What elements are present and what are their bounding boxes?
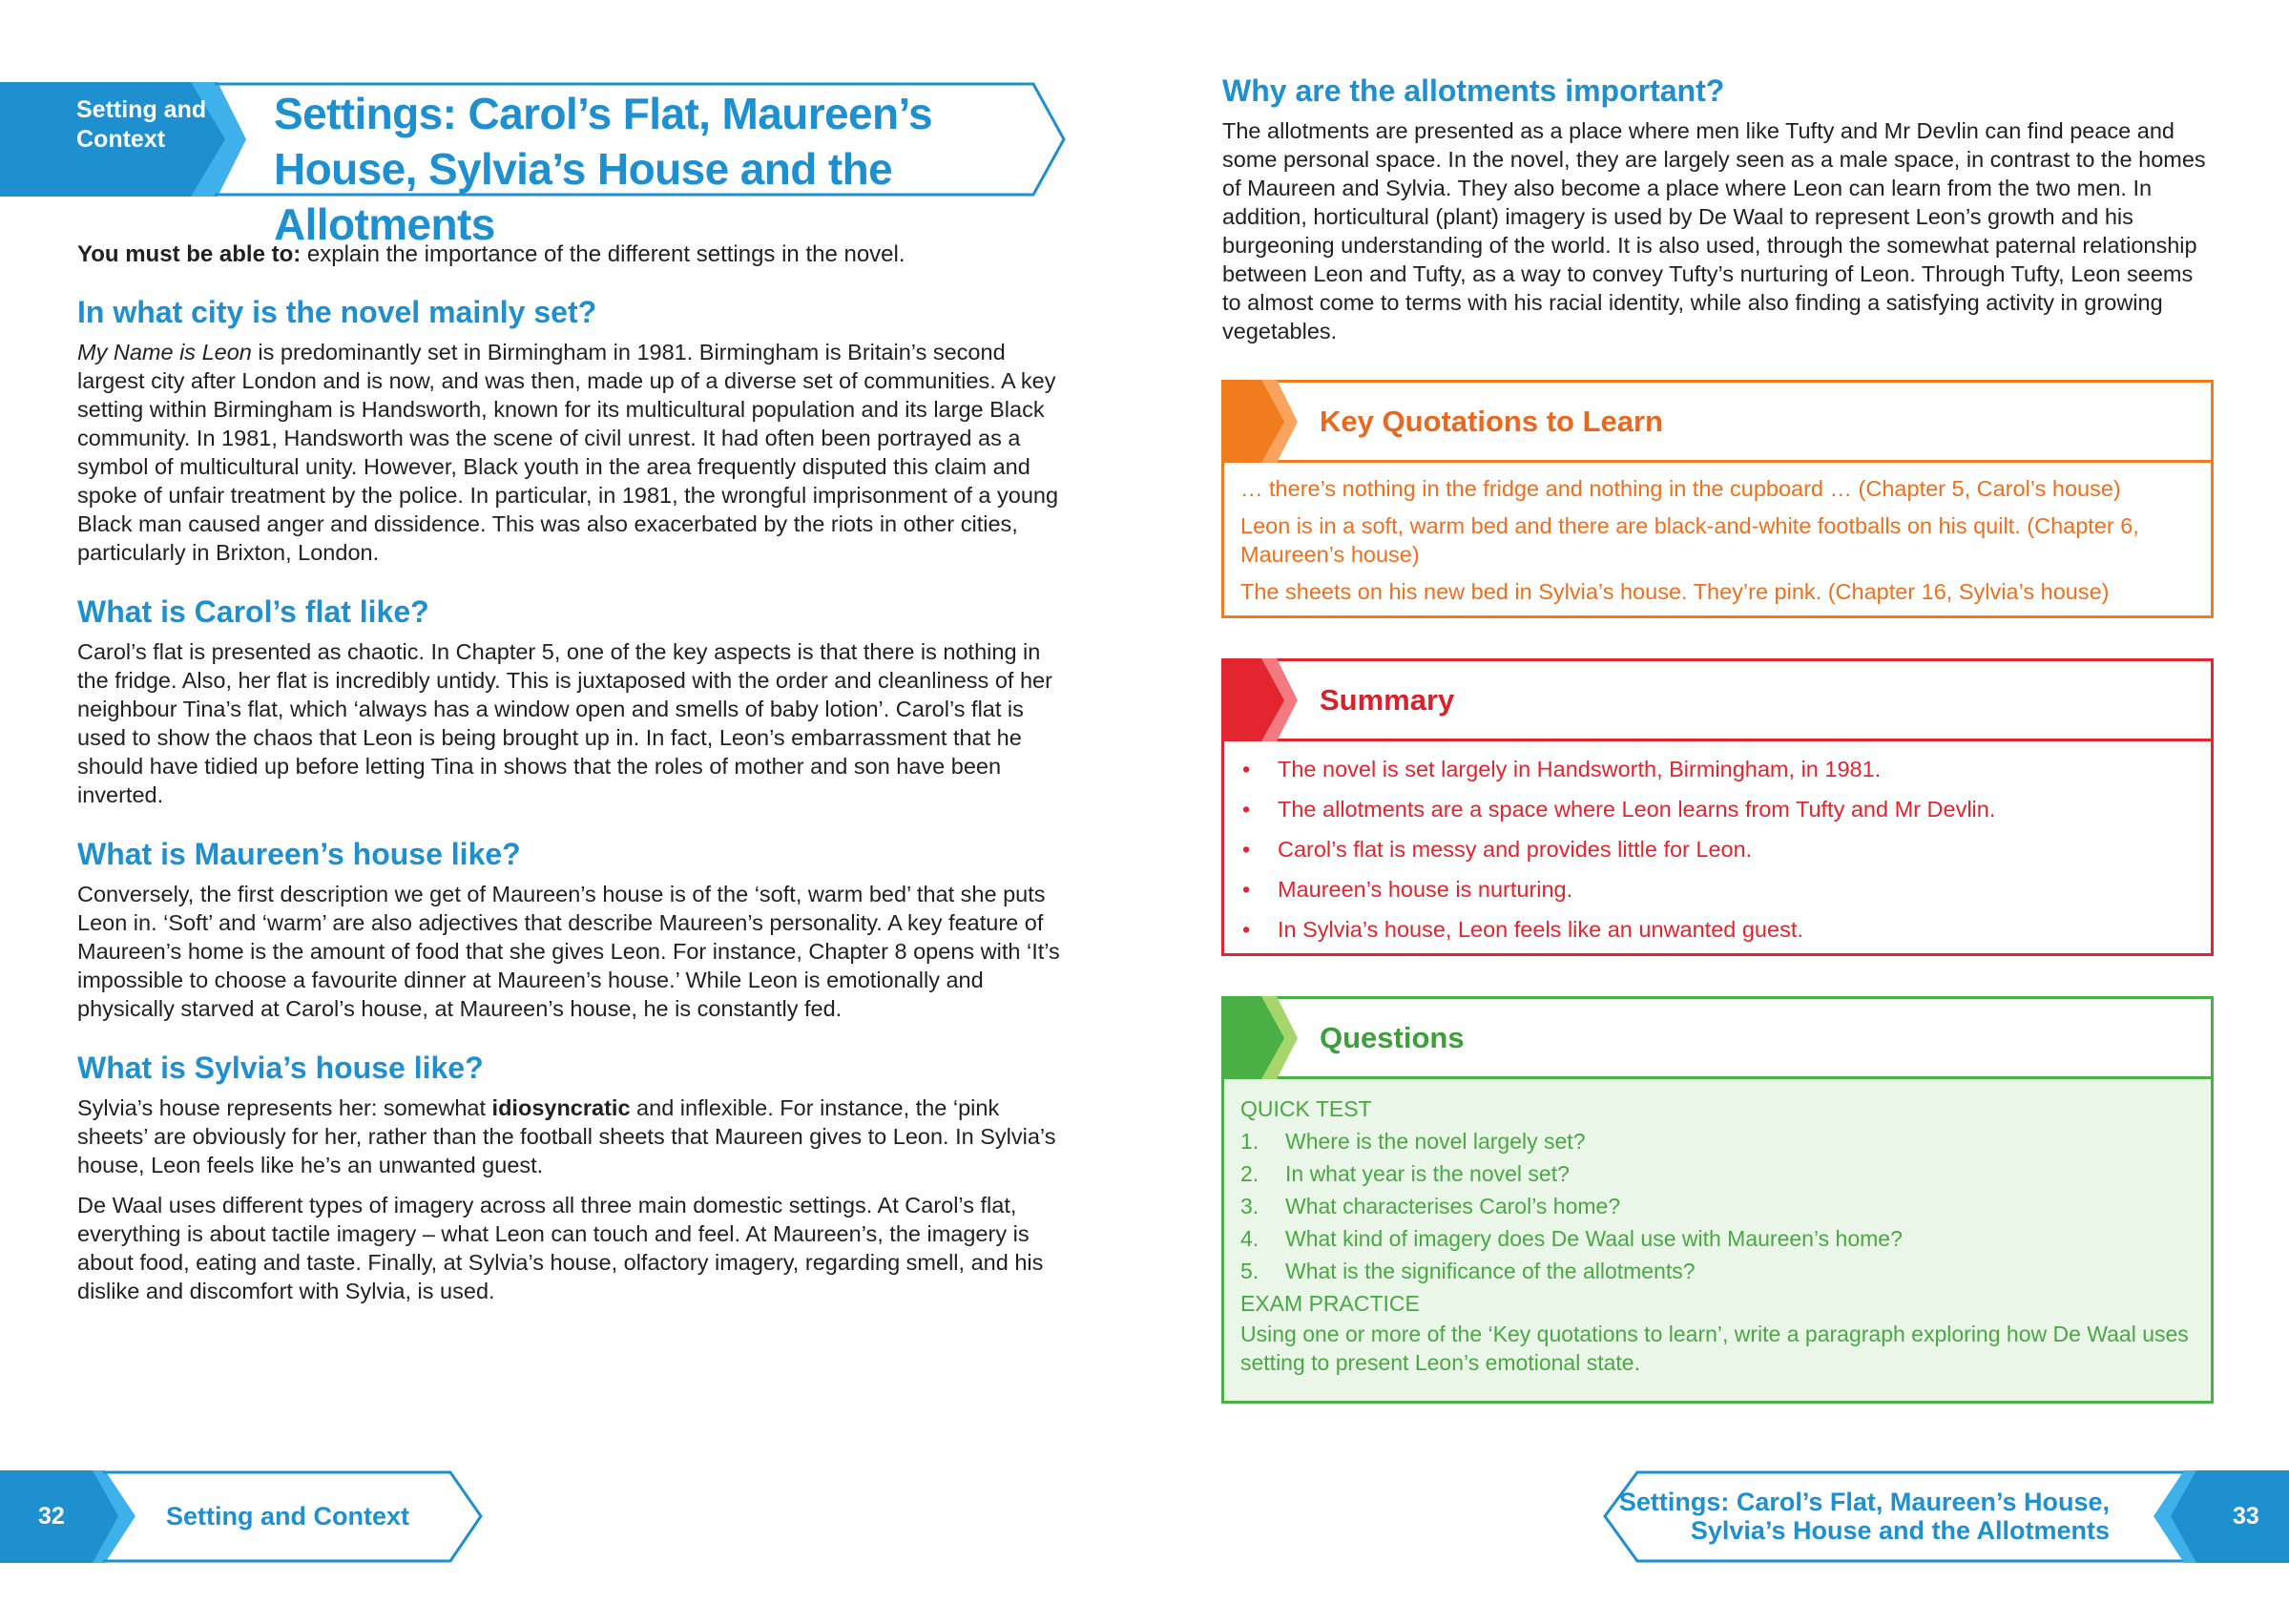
paragraph-sylvias-house [77, 1093, 1074, 1179]
sylvia-text-post: and inflexible. For instance, the ‘pink sheets’ are obviously for her, rather than the football sheets that Maureen gives to Leon. In Sylvia’s house, Leon feels like he’s an unwanted guest. [77, 1095, 1056, 1177]
heading-sylvias-house: What is Sylvia’s house like? [77, 1051, 484, 1085]
section-tab [0, 82, 248, 197]
question-number: 5. [1240, 1259, 1259, 1283]
paragraph-maureens-house: Conversely, the first description we get of Maureen’s house is of the ‘soft, warm bed’ that she puts Leon in. ‘Soft’ and ‘warm’ are also adjectives that describe Maureen’s personality. A key feature of Maureen’s home is the amount of food that she gives Leon. For instance, Chapter 8 opens with ‘It’s impossible to choose a favourite dinner at Maureen’s house.’ While Leon is emotionally and physically starved at Carol’s house, at Maureen’s house, he is constantly fed. [77, 882, 1060, 1021]
quick-test-item [1240, 1222, 2195, 1255]
objective-text: explain the importance of the different settings in the novel. [301, 241, 905, 267]
page-title: Settings: Carol’s Flat, Maureen’s House, Sylvia’s House and the Allotments [274, 89, 932, 249]
novel-title: My Name is Leon [77, 340, 252, 364]
key-quotations-header [1224, 383, 2211, 463]
questions-header [1224, 999, 2211, 1079]
green-arrow-icon [1221, 996, 1300, 1079]
question-text: Where is the novel largely set? [1285, 1129, 1586, 1154]
sylvia-text-pre: Sylvia’s house represents her: somewhat [77, 1095, 492, 1120]
question-text: What kind of imagery does De Waal use with Maureen’s home? [1285, 1226, 1903, 1251]
summary-item: • In Sylvia’s house, Leon feels like an unwanted guest. [1240, 915, 2195, 955]
quick-test-item [1240, 1157, 2195, 1190]
exam-practice-text: Using one or more of the ‘Key quotations to learn’, write a paragraph exploring how De Waal uses setting to present Leon’s emotional state. [1240, 1322, 2189, 1375]
footer-right-label-line-1: Settings: Carol’s Flat, Maureen’s House, [1618, 1488, 2110, 1516]
key-quotations-title: Key Quotations to Learn [1320, 405, 1663, 438]
quotation-item: The sheets on his new bed in Sylvia’s house. They’re pink. (Chapter 16, Sylvia’s house) [1240, 579, 2110, 604]
summary-item: • The novel is set largely in Handsworth, Birmingham, in 1981. [1240, 755, 2195, 795]
summary-title: Summary [1320, 683, 1455, 717]
learning-objective [77, 240, 1074, 269]
paragraph-imagery: De Waal uses different types of imagery across all three main domestic settings. At Carol’s flat, everything is about tactile imagery – what Leon can touch and feel. At Maureen’s, the imagery is about food, eating and taste. Finally, at Sylvia’s house, olfactory imagery, regarding smell, and his dislike and discomfort with Sylvia, is used. [77, 1193, 1044, 1303]
quick-test-item [1240, 1190, 2195, 1222]
heading-maureens-house: What is Maureen’s house like? [77, 837, 521, 871]
paragraph-city-text: is predominantly set in Birmingham in 1981. Birmingham is Britain’s second largest city after London and is now, and was then, made up of a diverse set of communities. A key setting within Birmingham is Handsworth, known for its multicultural population and its large Black community. In 1981, Handsworth was the scene of civil unrest. It had often been portrayed as a symbol of multicultural unity. However, Black youth in the area frequently disputed this claim and spoke of unfair treatment by the police. In particular, in 1981, the wrongful imprisonment of a young Black man caused anger and dissidence. This was also exacerbated by the riots in other cities, particularly in Brixton, London. [77, 340, 1059, 565]
right-column [1222, 73, 2215, 345]
footer-left-label: Setting and Context [166, 1502, 409, 1530]
page-number-left: 32 [38, 1503, 65, 1530]
section-tab-label: Setting and Context [76, 96, 207, 153]
summary-item: • Maureen’s house is nurturing. [1240, 875, 2195, 915]
question-number: 3. [1240, 1194, 1259, 1218]
summary-list [1224, 741, 2211, 965]
summary-item: • Carol’s flat is messy and provides little for Leon. [1240, 835, 2195, 875]
footer-left [0, 1470, 487, 1563]
question-number: 4. [1240, 1226, 1259, 1251]
questions-box [1221, 996, 2214, 1404]
questions-title: Questions [1320, 1021, 1465, 1054]
key-quotations-list [1224, 463, 2211, 624]
quotation-item: Leon is in a soft, warm bed and there are black-and-white footballs on his quilt. (Chapter 6, Maureen’s house) [1240, 513, 2139, 567]
key-quotations-box [1221, 380, 2214, 618]
exam-practice-label: EXAM PRACTICE [1240, 1291, 1420, 1316]
summary-header [1224, 661, 2211, 741]
heading-city: In what city is the novel mainly set? [77, 295, 597, 329]
quick-test-item [1240, 1125, 2195, 1157]
quick-test-item [1240, 1255, 2195, 1287]
summary-item: • The allotments are a space where Leon learns from Tufty and Mr Devlin. [1240, 795, 2195, 835]
footer-right-label [1537, 1488, 2110, 1545]
keyword-idiosyncratic: idiosyncratic [491, 1095, 631, 1120]
question-number: 2. [1240, 1161, 1259, 1186]
orange-arrow-icon [1221, 380, 1300, 463]
question-text: What is the significance of the allotments? [1285, 1259, 1696, 1283]
objective-label: You must be able to: [77, 241, 302, 267]
page-number-right: 33 [2233, 1503, 2259, 1530]
footer-right [1601, 1470, 2289, 1563]
footer-right-label-line-2: Sylvia’s House and the Allotments [1690, 1516, 2110, 1545]
question-number: 1. [1240, 1129, 1259, 1154]
questions-content [1224, 1079, 2211, 1386]
paragraph-city [77, 338, 1074, 567]
paragraph-carols-flat: Carol’s flat is presented as chaotic. In Chapter 5, one of the key aspects is that there is nothing in the fridge. Also, her flat is incredibly untidy. This is juxtaposed with the order and cleanliness of her neighbour Tina’s flat, which ‘always has a window open and smells of baby lotion’. Carol’s flat is used to show the chaos that Leon is being brought up in. In fact, Leon’s embarrassment that he should have tidied up before letting Tina in shows that the roles of mother and son have been inverted. [77, 639, 1052, 807]
question-text: In what year is the novel set? [1285, 1161, 1570, 1186]
question-text: What characterises Carol’s home? [1285, 1194, 1621, 1218]
paragraph-allotments: The allotments are presented as a place where men like Tufty and Mr Devlin can find peace and some personal space. In the novel, they are largely seen as a male space, in contrast to the homes of Maureen and Sylvia. They also become a place where Leon can learn from the two men. In addition, horticultural (plant) imagery is used by De Waal to represent Leon’s growth and his burgeoning understanding of the world. It is also used, through the somewhat paternal relationship between Leon and Tufty, as a way to convey Tufty’s nurturing of Leon. Through Tufty, Leon seems to almost come to terms with his racial identity, while also finding a satisfying activity in growing vegetables. [1222, 118, 2206, 344]
left-column [77, 240, 1074, 1305]
summary-box [1221, 658, 2214, 956]
quotation-item: … there’s nothing in the fridge and nothing in the cupboard … (Chapter 5, Carol’s house) [1240, 476, 2121, 501]
red-arrow-icon [1221, 658, 1300, 741]
heading-allotments: Why are the allotments important? [1222, 73, 1725, 108]
quick-test-label: QUICK TEST [1240, 1096, 1372, 1121]
heading-carols-flat: What is Carol’s flat like? [77, 594, 429, 629]
